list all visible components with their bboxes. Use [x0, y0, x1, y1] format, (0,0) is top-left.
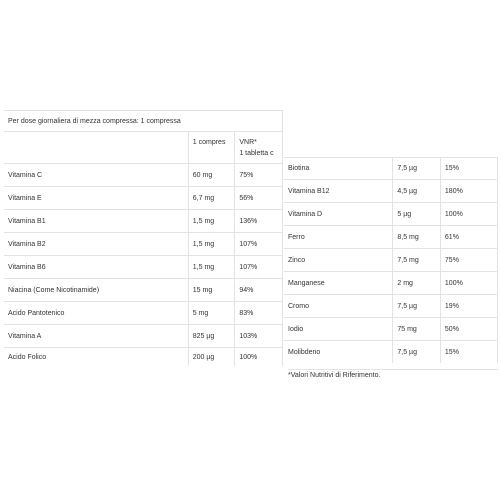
- nutrient-name: Vitamina E: [4, 187, 188, 210]
- nutrient-name: Ferro: [284, 226, 393, 249]
- nutrient-vnr: 103%: [235, 325, 283, 348]
- nutrient-vnr: 50%: [440, 318, 497, 341]
- nutrient-amount: 8,5 mg: [393, 226, 441, 249]
- nutrient-name: Vitamina D: [284, 203, 393, 226]
- table-row: [284, 203, 498, 226]
- table-row: [4, 279, 283, 302]
- table-caption: Per dose giornaliera di mezza compressa: 1 compressa: [4, 111, 283, 132]
- footnote: *Valori Nutritivi di Riferimento.: [288, 369, 498, 379]
- table-row: [284, 180, 498, 203]
- header-vnr-line1: VNR*: [239, 139, 257, 146]
- nutrient-name: Zinco: [284, 249, 393, 272]
- header-amount: 1 compres: [188, 132, 235, 164]
- header-vnr-line2: 1 tabletta c: [239, 150, 274, 157]
- nutrient-name: Iodio: [284, 318, 393, 341]
- table-row: [4, 348, 283, 367]
- table-row: [4, 325, 283, 348]
- nutrient-amount: 2 mg: [393, 272, 441, 295]
- nutrient-amount: 200 µg: [188, 348, 235, 367]
- nutrient-vnr: 136%: [235, 210, 283, 233]
- nutrient-name: Vitamina B1: [4, 210, 188, 233]
- nutrient-name: Vitamina B12: [284, 180, 393, 203]
- table-row: [4, 233, 283, 256]
- nutrient-name: Acido Folico: [8, 353, 47, 361]
- table-row: [4, 187, 283, 210]
- nutrient-name: Niacina (Come Nicotinamide): [4, 279, 188, 302]
- nutrient-amount: 5 µg: [393, 203, 441, 226]
- table-caption-row: [4, 111, 283, 132]
- nutrient-vnr: 75%: [235, 164, 283, 187]
- nutrient-amount: 825 µg: [188, 325, 235, 348]
- nutrient-vnr: 180%: [440, 180, 497, 203]
- nutrient-amount: 7,5 µg: [393, 341, 441, 364]
- nutrient-vnr: 15%: [440, 341, 497, 364]
- nutrient-name: Acido Pantotenico: [4, 302, 188, 325]
- nutrient-name: Vitamina B2: [4, 233, 188, 256]
- nutrient-name: Vitamina C: [4, 164, 188, 187]
- nutrient-vnr: 107%: [235, 233, 283, 256]
- table-row: [4, 302, 283, 325]
- table-row: [284, 341, 498, 364]
- nutrient-vnr: 56%: [235, 187, 283, 210]
- nutrient-amount: 1,5 mg: [188, 210, 235, 233]
- nutrient-vnr: 83%: [235, 302, 283, 325]
- table-row: [284, 157, 498, 180]
- nutrient-amount: 7,5 µg: [393, 295, 441, 318]
- header-vnr: [235, 132, 283, 164]
- nutrient-amount: 4,5 µg: [393, 180, 441, 203]
- nutrient-vnr: 15%: [440, 157, 497, 180]
- header-nutrient: [4, 132, 188, 164]
- nutrient-amount: 1,5 mg: [188, 233, 235, 256]
- nutrient-vnr: 19%: [440, 295, 497, 318]
- nutrient-amount: 15 mg: [188, 279, 235, 302]
- nutrient-vnr: 100%: [440, 203, 497, 226]
- nutrition-table-left: [4, 110, 283, 366]
- nutrient-amount: 6,7 mg: [188, 187, 235, 210]
- nutrient-name: Manganese: [284, 272, 393, 295]
- table-row: [284, 226, 498, 249]
- nutrient-name: Vitamina A: [4, 325, 188, 348]
- nutrient-amount: 1,5 mg: [188, 256, 235, 279]
- right-table-top-border: [284, 157, 498, 158]
- nutrient-name: Biotina: [284, 157, 393, 180]
- nutrient-amount: 5 mg: [188, 302, 235, 325]
- table-row: [4, 210, 283, 233]
- table-row: [284, 295, 498, 318]
- nutrient-vnr: 61%: [440, 226, 497, 249]
- nutrient-name: Cromo: [284, 295, 393, 318]
- nutrient-vnr: 100%: [235, 348, 283, 367]
- nutrient-vnr: 107%: [235, 256, 283, 279]
- nutrient-vnr: 100%: [440, 272, 497, 295]
- nutrient-name: Molibdeno: [288, 348, 321, 356]
- nutrient-vnr: 75%: [440, 249, 497, 272]
- nutrient-amount: 7,5 µg: [393, 157, 441, 180]
- nutrient-amount: 60 mg: [188, 164, 235, 187]
- table-row: [4, 164, 283, 187]
- table-row: [284, 272, 498, 295]
- table-row: [284, 249, 498, 272]
- table-header-row: [4, 132, 283, 164]
- nutrient-amount: 7,5 mg: [393, 249, 441, 272]
- nutrient-amount: 75 mg: [393, 318, 441, 341]
- nutrition-table-right: [284, 157, 498, 363]
- table-row: [284, 318, 498, 341]
- table-row: [4, 256, 283, 279]
- nutrient-vnr: 94%: [235, 279, 283, 302]
- nutrient-name: Vitamina B6: [4, 256, 188, 279]
